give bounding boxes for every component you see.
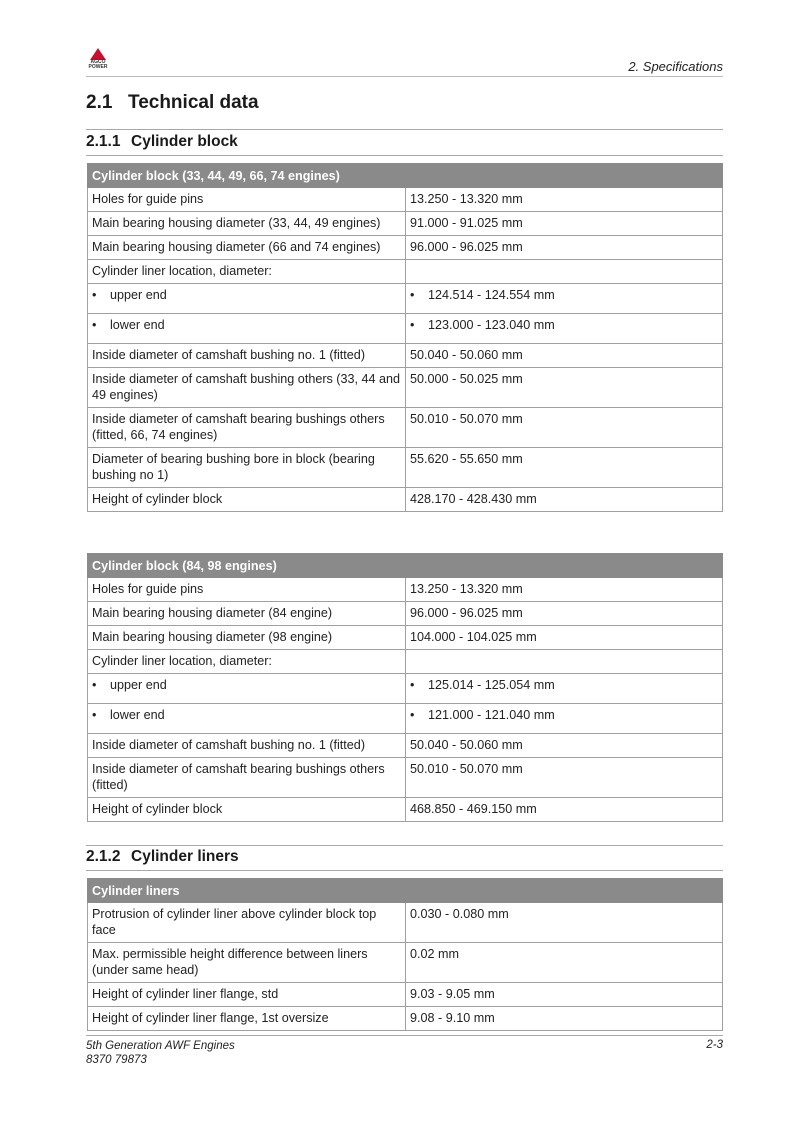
table-row	[88, 578, 723, 602]
table-row	[88, 448, 723, 488]
subsection-heading-2-1-2	[86, 848, 239, 866]
spec-label: Inside diameter of camshaft bushing no. 1 (fitted)	[88, 344, 406, 368]
spec-label	[88, 704, 406, 734]
table-row	[88, 758, 723, 798]
bullet-text: 125.014 - 125.054 mm	[428, 678, 555, 692]
footer-doc-title: 5th Generation AWF Engines	[86, 1040, 235, 1052]
spec-value	[406, 650, 723, 674]
subsection-rule-bottom	[86, 155, 723, 156]
table-row	[88, 734, 723, 758]
table-header: Cylinder block (84, 98 engines)	[88, 554, 723, 578]
spec-value: 9.03 - 9.05 mm	[406, 983, 723, 1007]
bullet-text: upper end	[110, 678, 167, 692]
spec-label: Holes for guide pins	[88, 578, 406, 602]
spec-value	[406, 260, 723, 284]
spec-label: Height of cylinder liner flange, std	[88, 983, 406, 1007]
spec-table-cylinder-liners	[87, 878, 723, 1031]
spec-label: Inside diameter of camshaft bushing no. 1 (fitted)	[88, 734, 406, 758]
spec-value: 468.850 - 469.150 mm	[406, 798, 723, 822]
table-row	[88, 284, 723, 314]
spec-value: 50.040 - 50.060 mm	[406, 344, 723, 368]
table-row	[88, 626, 723, 650]
spec-value: 55.620 - 55.650 mm	[406, 448, 723, 488]
bullet-icon: •	[410, 708, 415, 722]
spec-label: Inside diameter of camshaft bushing others (33, 44 and 49 engines)	[88, 368, 406, 408]
spec-value	[406, 284, 723, 314]
subsection-title: Cylinder liners	[131, 848, 239, 865]
bullet-icon: •	[92, 708, 97, 722]
spec-table-cylinder-block-small	[87, 163, 723, 512]
spec-value: 50.010 - 50.070 mm	[406, 408, 723, 448]
table-row	[88, 260, 723, 284]
footer-document-info	[86, 1039, 235, 1067]
spec-value: 13.250 - 13.320 mm	[406, 188, 723, 212]
table-header: Cylinder liners	[88, 879, 723, 903]
table-row	[88, 798, 723, 822]
bullet-text: lower end	[110, 708, 165, 722]
subsection-number: 2.1.1	[86, 133, 121, 150]
spec-value: 91.000 - 91.025 mm	[406, 212, 723, 236]
table-row	[88, 903, 723, 943]
footer-page-number: 2-3	[706, 1039, 723, 1051]
spec-label: Cylinder liner location, diameter:	[88, 260, 406, 284]
bullet-text: 123.000 - 123.040 mm	[428, 318, 555, 332]
spec-label: Height of cylinder block	[88, 488, 406, 512]
spec-label: Cylinder liner location, diameter:	[88, 650, 406, 674]
bullet-icon: •	[410, 318, 415, 332]
spec-value: 104.000 - 104.025 mm	[406, 626, 723, 650]
spec-value: 0.030 - 0.080 mm	[406, 903, 723, 943]
spec-value	[406, 674, 723, 704]
spec-value	[406, 314, 723, 344]
table-row	[88, 368, 723, 408]
spec-label: Main bearing housing diameter (84 engine)	[88, 602, 406, 626]
spec-value: 50.010 - 50.070 mm	[406, 758, 723, 798]
subsection-rule-top	[86, 845, 723, 846]
table-row	[88, 488, 723, 512]
spec-value: 13.250 - 13.320 mm	[406, 578, 723, 602]
spec-label: Main bearing housing diameter (66 and 74 engines)	[88, 236, 406, 260]
spec-label: Inside diameter of camshaft bearing bushings others (fitted)	[88, 758, 406, 798]
header-divider	[86, 76, 723, 77]
table-row	[88, 650, 723, 674]
spec-value: 0.02 mm	[406, 943, 723, 983]
section-heading-2-1	[86, 92, 259, 114]
bullet-icon: •	[92, 678, 97, 692]
table-row	[88, 188, 723, 212]
spec-value: 96.000 - 96.025 mm	[406, 602, 723, 626]
bullet-text: lower end	[110, 318, 165, 332]
spec-label: Inside diameter of camshaft bearing bushings others (fitted, 66, 74 engines)	[88, 408, 406, 448]
spec-label	[88, 284, 406, 314]
table-row	[88, 314, 723, 344]
table-row	[88, 212, 723, 236]
header-section-title: 2. Specifications	[628, 59, 723, 74]
spec-value: 9.08 - 9.10 mm	[406, 1007, 723, 1031]
table-row	[88, 1007, 723, 1031]
spec-label: Height of cylinder block	[88, 798, 406, 822]
table-row	[88, 602, 723, 626]
bullet-text: upper end	[110, 288, 167, 302]
bullet-icon: •	[92, 288, 97, 302]
spec-table-cylinder-block-large	[87, 553, 723, 822]
subsection-heading-2-1-1	[86, 133, 238, 151]
spec-label: Max. permissible height difference between liners (under same head)	[88, 943, 406, 983]
table-row	[88, 983, 723, 1007]
spec-label: Diameter of bearing bushing bore in block (bearing bushing no 1)	[88, 448, 406, 488]
logo-text: AGCO POWER	[88, 59, 108, 70]
spec-value: 428.170 - 428.430 mm	[406, 488, 723, 512]
bullet-text: 121.000 - 121.040 mm	[428, 708, 555, 722]
table-row	[88, 943, 723, 983]
subsection-rule-top	[86, 129, 723, 130]
spec-value	[406, 704, 723, 734]
spec-label	[88, 674, 406, 704]
table-row	[88, 344, 723, 368]
spec-label: Protrusion of cylinder liner above cylinder block top face	[88, 903, 406, 943]
bullet-text: 124.514 - 124.554 mm	[428, 288, 555, 302]
table-row	[88, 704, 723, 734]
section-title: Technical data	[128, 92, 259, 113]
spec-label: Height of cylinder liner flange, 1st oversize	[88, 1007, 406, 1031]
spec-value: 96.000 - 96.025 mm	[406, 236, 723, 260]
spec-label	[88, 314, 406, 344]
footer-doc-number: 8370 79873	[86, 1054, 147, 1066]
spec-label: Main bearing housing diameter (33, 44, 49 engines)	[88, 212, 406, 236]
section-number: 2.1	[86, 92, 113, 113]
bullet-icon: •	[410, 678, 415, 692]
table-row	[88, 236, 723, 260]
subsection-number: 2.1.2	[86, 848, 121, 865]
spec-label: Main bearing housing diameter (98 engine)	[88, 626, 406, 650]
table-row	[88, 674, 723, 704]
footer-divider	[86, 1035, 723, 1036]
spec-value: 50.040 - 50.060 mm	[406, 734, 723, 758]
bullet-icon: •	[92, 318, 97, 332]
bullet-icon: •	[410, 288, 415, 302]
agco-power-logo	[86, 48, 110, 74]
table-row	[88, 408, 723, 448]
subsection-title: Cylinder block	[131, 133, 238, 150]
subsection-rule-bottom	[86, 870, 723, 871]
spec-label: Holes for guide pins	[88, 188, 406, 212]
table-header: Cylinder block (33, 44, 49, 66, 74 engines)	[88, 164, 723, 188]
spec-value: 50.000 - 50.025 mm	[406, 368, 723, 408]
